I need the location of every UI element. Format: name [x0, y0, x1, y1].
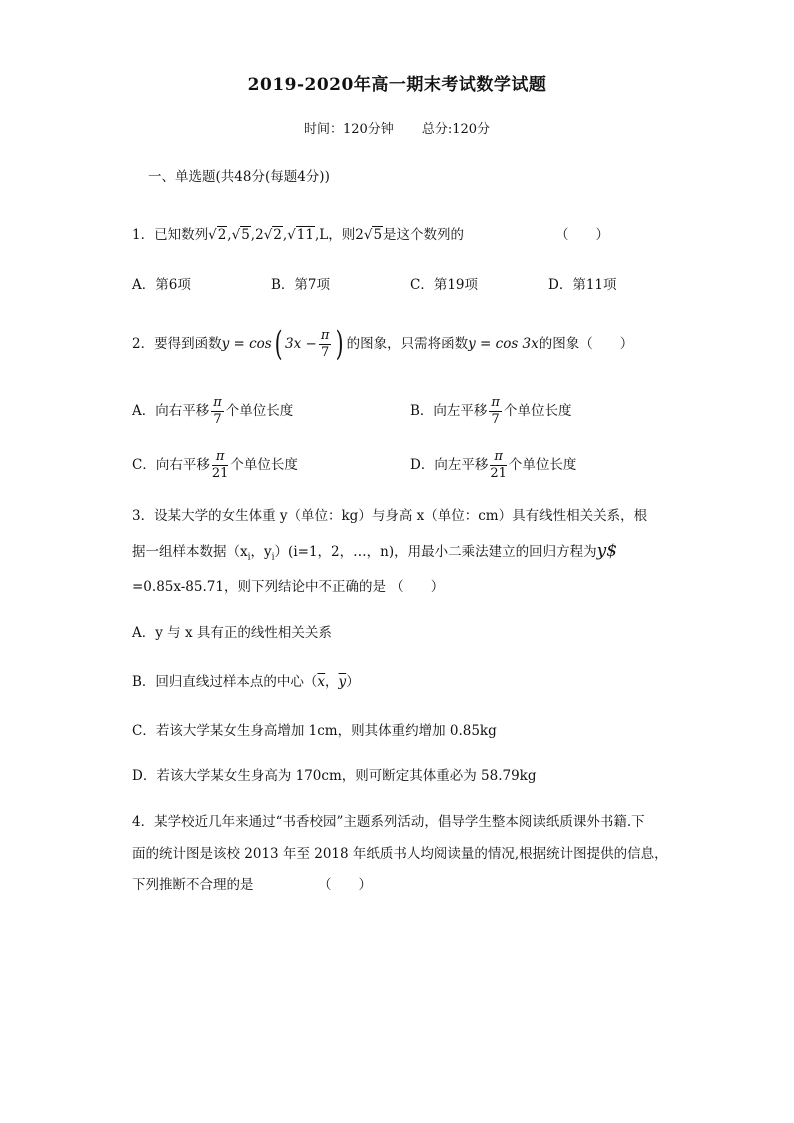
q2-option-a: A．向右平移 $\frac{\pi}{7}$ 个单位长度	[132, 394, 294, 427]
section-heading: 一、单选题(共48分(每题4分))	[148, 169, 330, 185]
q4-line-3: 下列推断不合理的是	[132, 877, 254, 893]
q2-func2: y = cos 3x	[468, 336, 539, 352]
q3-option-b: B．回归直线过样本点的中心（$\overline{x}$，$\overline{y}$）	[132, 674, 360, 690]
q1-suffix: 是这个数列的	[383, 227, 465, 243]
q4-answer-paren: （ ）	[318, 877, 372, 893]
q3-option-a: A．y 与 x 具有正的线性相关关系	[132, 625, 332, 641]
q3-option-c: C．若该大学某女生身高增加 1cm，则其体重约增加 0.85kg	[132, 723, 497, 739]
q2-prefix: 2．要得到函数	[132, 336, 222, 352]
q2-fraction: $\frac{\pi}{7}$	[320, 327, 330, 360]
q3-line-2: 据一组样本数据（$x_i$，$y_i)(i=1$，2，…，n)，用最小二乘法建立的回归方程为y$	[132, 541, 618, 563]
q3-line-3: =0.85x-85.71，则下列结论中不正确的是 （ ）	[132, 579, 445, 595]
page-title: 2019-2020年高一期末考试数学试题	[247, 75, 547, 95]
q1-prefix: 1．已知数列	[132, 227, 209, 243]
q3-option-d: D．若该大学某女生身高为 170cm，则可断定其体重必为 58.79kg	[132, 768, 537, 784]
q2-func: y = cos	[221, 336, 272, 352]
q2-mid: 的图象，只需将函数	[346, 336, 469, 352]
q2-inner: 3x −	[285, 336, 317, 352]
question-1	[132, 225, 464, 245]
q2-left-paren: (	[274, 324, 283, 364]
q2-option-b: B．向左平移 $\frac{\pi}{7}$ 个单位长度	[410, 394, 572, 427]
q2-suffix: 的图象（ ）	[538, 336, 634, 352]
q1-option-a: A．第6项	[132, 277, 191, 293]
q1-mid: ，则	[328, 227, 356, 243]
q1-target: 2√5	[355, 227, 383, 243]
q4-line-2: 面的统计图是该校 2013 年至 2018 年纸质书人均阅读量的情况,根据统计图提供的信息，	[132, 846, 668, 862]
time-info: 时间：120分钟	[303, 122, 394, 137]
q3-line-1: 3．设某大学的女生体重 y（单位：kg）与身高 x（单位：cm）具有线性相关关系，根	[132, 508, 648, 524]
question-2	[132, 326, 633, 362]
q1-option-d: D．第11项	[548, 277, 617, 293]
regression-hat-glyph: y$	[596, 541, 618, 561]
q2-option-d: D．向左平移 $\frac{\pi}{21}$ 个单位长度	[410, 448, 577, 481]
q1-sequence: √2,√5,2√2,√11,L	[208, 227, 329, 243]
q1-option-b: B．第7项	[271, 277, 331, 293]
total-score: 总分:120分	[421, 122, 491, 137]
exam-meta	[0, 118, 794, 137]
q4-line-1: 4．某学校近几年来通过“书香校园”主题系列活动，倡导学生整本阅读纸质课外书籍.下	[132, 814, 645, 830]
q1-answer-paren: （ ）	[555, 227, 609, 243]
q1-option-c: C．第19项	[410, 277, 479, 293]
q2-option-c: C．向右平移 $\frac{\pi}{21}$ 个单位长度	[132, 448, 298, 481]
q2-right-paren: )	[336, 324, 344, 364]
